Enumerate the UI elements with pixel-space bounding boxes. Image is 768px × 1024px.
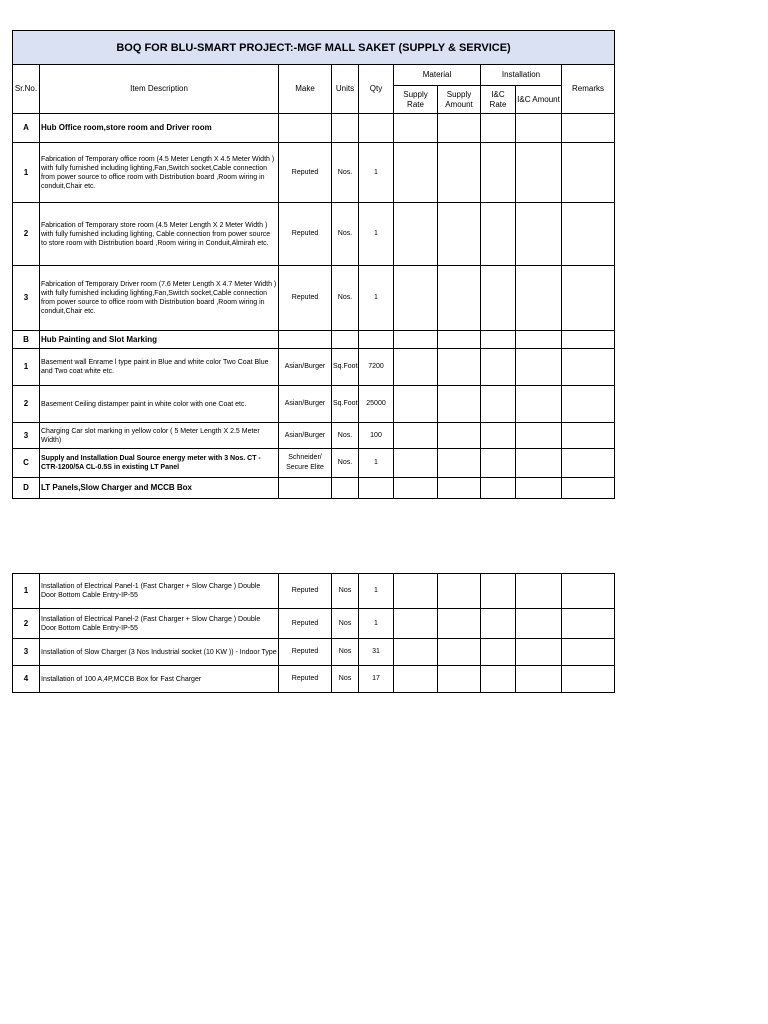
cell-qty [359, 478, 394, 499]
cell-qty: 1 [359, 449, 394, 478]
cell-description: LT Panels,Slow Charger and MCCB Box [40, 478, 279, 499]
boq-body-section-2 [13, 574, 615, 693]
table-row [13, 609, 615, 639]
cell-supply-amount [438, 478, 481, 499]
cell-description: Hub Office room,store room and Driver room [40, 114, 279, 143]
cell-ic-amount [516, 143, 562, 203]
table-row [13, 574, 615, 609]
cell-ic-rate [481, 478, 516, 499]
cell-units: Nos [332, 666, 359, 693]
cell-description: Supply and Installation Dual Source energy meter with 3 Nos. CT - CTR-1200/5A CL-0.5S in existing LT Panel [40, 449, 279, 478]
cell-remarks [562, 449, 615, 478]
boq-table [12, 30, 615, 499]
cell-qty: 1 [359, 203, 394, 266]
cell-qty: 17 [359, 666, 394, 693]
cell-description: Hub Painting and Slot Marking [40, 331, 279, 349]
cell-supply-rate [394, 666, 438, 693]
cell-supply-rate [394, 266, 438, 331]
cell-ic-rate [481, 266, 516, 331]
cell-ic-amount [516, 666, 562, 693]
cell-remarks [562, 609, 615, 639]
cell-description: Installation of Electrical Panel-2 (Fast Charger + Slow Charge ) Double Door Bottom Cable Entry-IP-55 [40, 609, 279, 639]
cell-ic-amount [516, 349, 562, 386]
cell-make: Reputed [279, 203, 332, 266]
cell-units: Nos. [332, 423, 359, 449]
cell-supply-amount [438, 349, 481, 386]
cell-sr: 3 [13, 639, 40, 666]
cell-supply-rate [394, 386, 438, 423]
cell-supply-rate [394, 639, 438, 666]
header-make: Make [279, 65, 332, 114]
cell-units [332, 331, 359, 349]
cell-make: Reputed [279, 266, 332, 331]
cell-make [279, 331, 332, 349]
cell-qty: 100 [359, 423, 394, 449]
cell-ic-amount [516, 478, 562, 499]
cell-units: Nos. [332, 143, 359, 203]
cell-description: Fabrication of Temporary Driver room (7.6 Meter Length X 4.7 Meter Width ) with fully furnished including lighting,Fan,Switch socket,Cable connection from power source to office room with Distribution board ,Room wiring in conduit,Chair etc. [40, 266, 279, 331]
cell-supply-amount [438, 331, 481, 349]
cell-description: Installation of 100 A,4P,MCCB Box for Fast Charger [40, 666, 279, 693]
cell-remarks [562, 114, 615, 143]
cell-supply-rate [394, 423, 438, 449]
header-remarks: Remarks [562, 65, 615, 114]
cell-make: Reputed [279, 609, 332, 639]
cell-sr: 1 [13, 574, 40, 609]
cell-sr: 2 [13, 609, 40, 639]
cell-supply-amount [438, 423, 481, 449]
cell-sr: C [13, 449, 40, 478]
cell-sr: 1 [13, 143, 40, 203]
table-row [13, 349, 615, 386]
header-units: Units [332, 65, 359, 114]
cell-ic-rate [481, 143, 516, 203]
section-row [13, 478, 615, 499]
cell-ic-rate [481, 331, 516, 349]
cell-description: Basement Ceiling distamper paint in white color with one Coat etc. [40, 386, 279, 423]
header-description: Item Description [40, 65, 279, 114]
cell-ic-rate [481, 386, 516, 423]
cell-remarks [562, 143, 615, 203]
cell-units [332, 478, 359, 499]
cell-ic-rate [481, 114, 516, 143]
cell-supply-rate [394, 203, 438, 266]
header-ic-rate: I&C Rate [481, 86, 516, 114]
boq-title: BOQ FOR BLU-SMART PROJECT:-MGF MALL SAKET (SUPPLY & SERVICE) [13, 31, 615, 65]
header-supply-rate: Supply Rate [394, 86, 438, 114]
cell-ic-amount [516, 574, 562, 609]
cell-supply-rate [394, 331, 438, 349]
table-row [13, 386, 615, 423]
cell-remarks [562, 349, 615, 386]
cell-supply-amount [438, 574, 481, 609]
cell-supply-rate [394, 478, 438, 499]
cell-units: Sq.Foot [332, 386, 359, 423]
cell-ic-amount [516, 609, 562, 639]
header-material: Material [394, 65, 481, 86]
cell-sr: A [13, 114, 40, 143]
cell-supply-rate [394, 449, 438, 478]
cell-ic-amount [516, 266, 562, 331]
cell-qty [359, 114, 394, 143]
cell-ic-rate [481, 639, 516, 666]
cell-supply-amount [438, 203, 481, 266]
cell-remarks [562, 203, 615, 266]
cell-supply-amount [438, 143, 481, 203]
table-row [13, 266, 615, 331]
cell-make: Asian/Burger [279, 386, 332, 423]
cell-units: Nos. [332, 266, 359, 331]
cell-qty: 1 [359, 574, 394, 609]
table-row [13, 639, 615, 666]
cell-sr: 4 [13, 666, 40, 693]
table-row [13, 143, 615, 203]
cell-description: Fabrication of Temporary store room (4.5 Meter Length X 2 Meter Width ) with fully furnished including lighting, Cable connection from power source to store room with Distribution board ,Room wiring in Conduit,Almirah etc. [40, 203, 279, 266]
cell-description: Charging Car slot marking in yellow color ( 5 Meter Length X 2.5 Meter Width) [40, 423, 279, 449]
section-row [13, 114, 615, 143]
cell-remarks [562, 331, 615, 349]
cell-supply-amount [438, 386, 481, 423]
cell-units: Nos. [332, 203, 359, 266]
cell-qty: 1 [359, 609, 394, 639]
cell-supply-amount [438, 266, 481, 331]
cell-supply-amount [438, 449, 481, 478]
cell-ic-rate [481, 609, 516, 639]
boq-table-continued [12, 573, 615, 693]
cell-ic-rate [481, 449, 516, 478]
cell-remarks [562, 386, 615, 423]
cell-supply-rate [394, 609, 438, 639]
cell-supply-rate [394, 143, 438, 203]
cell-supply-rate [394, 349, 438, 386]
table-row [13, 449, 615, 478]
cell-ic-amount [516, 114, 562, 143]
cell-ic-amount [516, 331, 562, 349]
cell-make: Reputed [279, 574, 332, 609]
cell-qty [359, 331, 394, 349]
cell-qty: 1 [359, 143, 394, 203]
header-ic-amount: I&C Amount [516, 86, 562, 114]
cell-description: Basement wall Enrame l type paint in Blue and white color Two Coat Blue and Two coat white etc. [40, 349, 279, 386]
cell-description: Installation of Electrical Panel-1 (Fast Charger + Slow Charge ) Double Door Bottom Cable Entry-IP-55 [40, 574, 279, 609]
cell-ic-amount [516, 639, 562, 666]
table-row [13, 666, 615, 693]
cell-sr: 3 [13, 423, 40, 449]
cell-ic-amount [516, 423, 562, 449]
cell-make [279, 478, 332, 499]
cell-supply-amount [438, 609, 481, 639]
cell-remarks [562, 639, 615, 666]
cell-sr: 1 [13, 349, 40, 386]
cell-remarks [562, 478, 615, 499]
cell-remarks [562, 666, 615, 693]
cell-units: Sq.Foot [332, 349, 359, 386]
cell-units: Nos [332, 639, 359, 666]
cell-sr: D [13, 478, 40, 499]
cell-supply-rate [394, 574, 438, 609]
cell-units: Nos [332, 609, 359, 639]
cell-make: Reputed [279, 666, 332, 693]
cell-ic-rate [481, 666, 516, 693]
cell-make: Reputed [279, 143, 332, 203]
cell-qty: 25000 [359, 386, 394, 423]
cell-units [332, 114, 359, 143]
cell-sr: 3 [13, 266, 40, 331]
cell-ic-amount [516, 386, 562, 423]
cell-supply-amount [438, 666, 481, 693]
cell-sr: 2 [13, 386, 40, 423]
cell-ic-rate [481, 203, 516, 266]
table-row [13, 423, 615, 449]
table-row [13, 203, 615, 266]
cell-make [279, 114, 332, 143]
cell-units: Nos [332, 574, 359, 609]
cell-supply-rate [394, 114, 438, 143]
boq-body-section-1 [13, 114, 615, 499]
cell-make: Asian/Burger [279, 423, 332, 449]
cell-remarks [562, 423, 615, 449]
cell-make: Reputed [279, 639, 332, 666]
header-supply-amount: Supply Amount [438, 86, 481, 114]
cell-ic-rate [481, 423, 516, 449]
cell-make: Asian/Burger [279, 349, 332, 386]
cell-qty: 1 [359, 266, 394, 331]
cell-remarks [562, 266, 615, 331]
cell-supply-amount [438, 114, 481, 143]
header-installation: Installation [481, 65, 562, 86]
cell-supply-amount [438, 639, 481, 666]
cell-qty: 31 [359, 639, 394, 666]
cell-sr: 2 [13, 203, 40, 266]
cell-ic-rate [481, 574, 516, 609]
cell-description: Installation of Slow Charger (3 Nos Industrial socket (10 KW )) - Indoor Type [40, 639, 279, 666]
cell-ic-amount [516, 449, 562, 478]
header-sr: Sr.No. [13, 65, 40, 114]
cell-ic-amount [516, 203, 562, 266]
cell-units: Nos. [332, 449, 359, 478]
cell-sr: B [13, 331, 40, 349]
header-qty: Qty [359, 65, 394, 114]
cell-ic-rate [481, 349, 516, 386]
section-row [13, 331, 615, 349]
cell-remarks [562, 574, 615, 609]
cell-qty: 7200 [359, 349, 394, 386]
cell-make: Schneider/ Secure Elite [279, 449, 332, 478]
cell-description: Fabrication of Temporary office room (4.5 Meter Length X 4.5 Meter Width ) with fully furnished including lighting,Fan,Switch socket,Cable connection from power source to office room with Distribution board ,Room wiring in conduit,Chair etc. [40, 143, 279, 203]
